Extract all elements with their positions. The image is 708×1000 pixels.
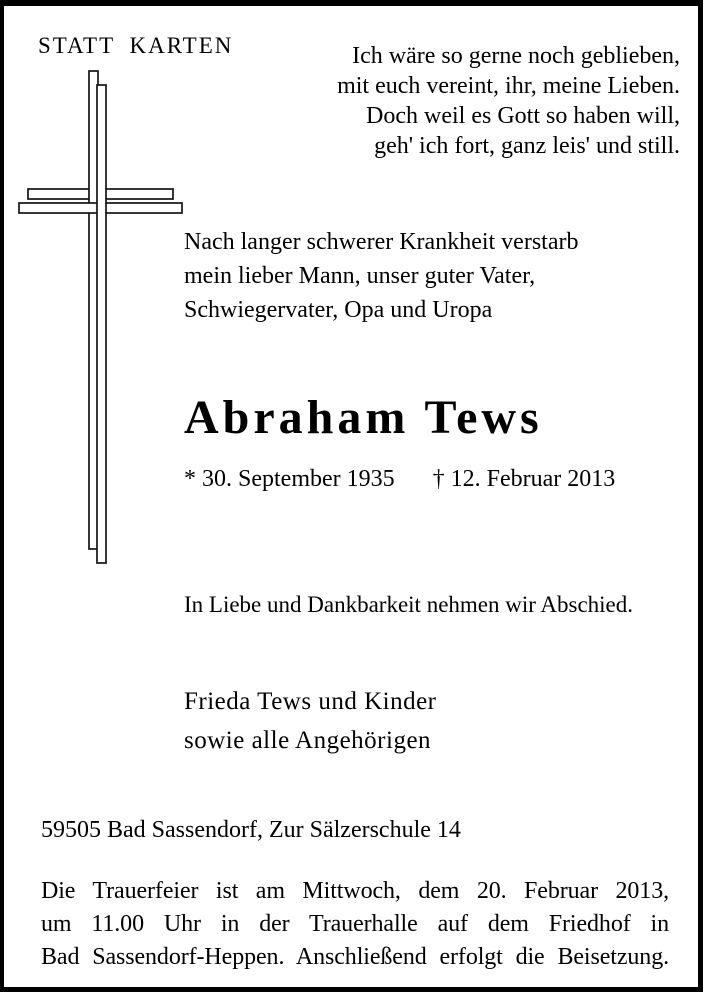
death-announcement-text — [184, 225, 578, 327]
statt-karten-header: STATT KARTEN — [38, 33, 234, 58]
intro-line: Schwiegervater, Opa und Uropa — [184, 297, 493, 323]
address-line: 59505 Bad Sassendorf, Zur Sälzerschule 14 — [41, 817, 461, 843]
intro-line: Nach langer schwerer Krankheit verstarb — [184, 229, 579, 255]
mourner-line: sowie alle Angehörigen — [184, 727, 432, 754]
birth-date: * 30. September 1935 — [184, 466, 395, 492]
farewell-line: In Liebe und Dankbarkeit nehmen wir Abschied. — [184, 592, 634, 617]
deceased-name: Abraham Tews — [184, 391, 543, 444]
intro-line: mein lieber Mann, unser guter Vater, — [184, 263, 536, 289]
mourners-block — [184, 682, 437, 760]
poem-line: geh' ich fort, ganz leis' und still. — [374, 133, 680, 159]
funeral-details — [41, 875, 669, 974]
memorial-poem — [337, 41, 680, 161]
poem-line: Ich wäre so gerne noch geblieben, — [352, 43, 680, 69]
life-dates — [184, 466, 615, 493]
mourner-line: Frieda Tews und Kinder — [184, 688, 437, 715]
death-date: † 12. Februar 2013 — [432, 466, 616, 492]
funeral-line: Bad Sassendorf-Heppen. Anschließend erfolgt die Beisetzung. — [41, 944, 669, 970]
poem-line: Doch weil es Gott so haben will, — [366, 103, 680, 129]
cross-icon — [14, 66, 186, 570]
poem-line: mit euch vereint, ihr, meine Lieben. — [337, 73, 680, 99]
funeral-line: Die Trauerfeier ist am Mittwoch, dem 20. Februar 2013, — [41, 878, 669, 904]
funeral-line: um 11.00 Uhr in der Trauerhalle auf dem Friedhof in — [41, 911, 669, 937]
